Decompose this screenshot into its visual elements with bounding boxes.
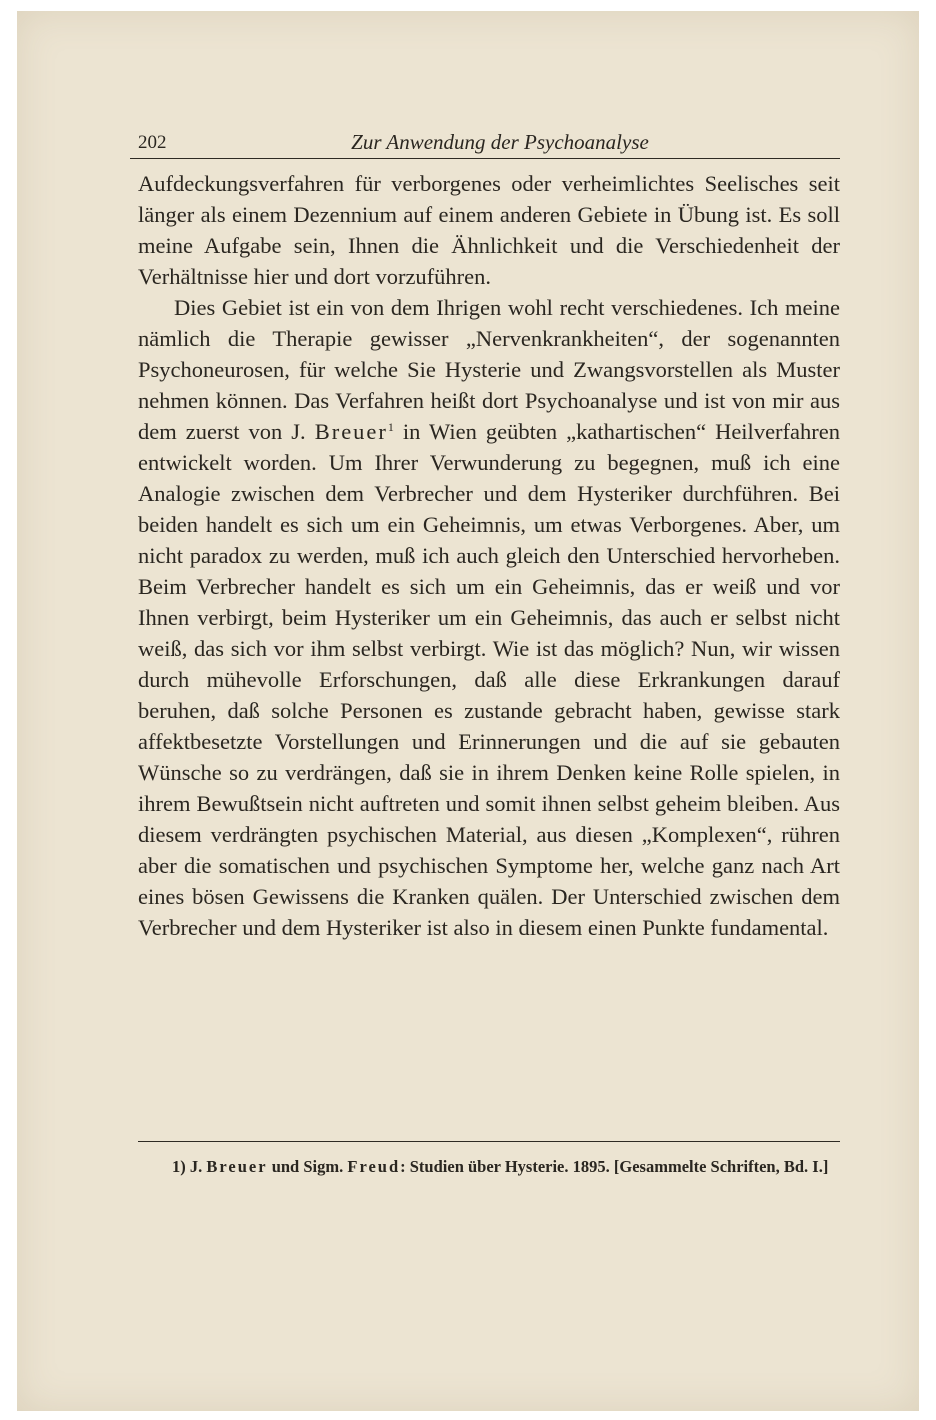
footnote-rule [138,1141,840,1142]
footnote-author-freud: Freud [347,1157,401,1176]
paragraph-2-part-a: Dies Gebiet ist ein von dem Ihrigen wohl recht verschiedenes. Ich meine nämlich die Therapie gewisser „Nervenkrankheiten“, der sogenannten Psychoneurosen, für welche Sie Hysterie und Zwangsvorstellen als Muster nehmen können. Das Verfahren heißt dort Psychoanalyse und ist von mir aus dem zuerst von J. [138,295,840,444]
footnote-author-breuer: Breuer [206,1157,268,1176]
footnote-text [138,1154,840,1179]
footnote-reference: 1 [387,420,394,434]
body-text [138,168,840,943]
paragraph-1: Aufdeckungsverfahren für verborgenes oder verheimlichtes Seelisches seit länger als einem Dezennium auf einem anderen Gebiete in Übung ist. Es soll meine Aufgabe sein, Ihnen die Ähnlichkeit und die Verschiedenheit der Verhältnisse hier und dort vorzuführen. [138,171,840,289]
paragraph-2-part-b: in Wien geübten „kathartischen“ Heilverfahren entwickelt worden. Um Ihrer Verwunderung zu begegnen, muß ich eine Analogie zwischen dem Verbrecher und dem Hysteriker durchführen. Bei beiden handelt es sich um ein Geheimnis, um etwas Verborgenes. Aber, um nicht paradox zu werden, muß ich auch gleich den Unterschied hervorheben. Beim Verbrecher handelt es sich um ein Geheimnis, das er weiß und vor Ihnen verbirgt, beim Hysteriker um ein Geheimnis, das auch er selbst nicht weiß, das sich vor ihm selbst verbirgt. Wie ist das möglich? Nun, wir wissen durch mühevolle Erforschungen, daß alle diese Erkrankungen darauf beruhen, daß solche Personen es zustande gebracht haben, gewisse stark affektbesetzte Vorstellungen und Erinnerungen und die auf sie gebauten Wünsche so zu verdrängen, daß sie in ihrem Denken keine Rolle spielen, in ihrem Bewußtsein nicht auftreten und somit ihnen selbst geheim bleiben. Aus diesem verdrängten psychischen Material, aus diesen „Komplexen“, rühren aber die somatischen und psychischen Symptome her, welche ganz nach Art eines bösen Gewissens die Kranken quälen. Der Unterschied zwischen dem Verbrecher und dem Hysteriker ist also in diesem einen Punkte fundamental. [138,419,841,940]
paragraph-2 [138,292,840,943]
footnote-part-c: : Studien über Hysterie. 1895. [Gesammelte Schriften, Bd. I.] [400,1157,829,1176]
footnote-marker: 1) [172,1157,186,1176]
running-title: Zur Anwendung der Psychoanalyse [351,130,649,154]
author-name-breuer: Breuer [314,419,388,444]
running-header [130,122,840,159]
footnote-part-b: und Sigm. [267,1157,348,1176]
page-number: 202 [138,132,167,153]
footnote-part-a: J. [185,1157,207,1176]
footnote [138,1154,840,1179]
